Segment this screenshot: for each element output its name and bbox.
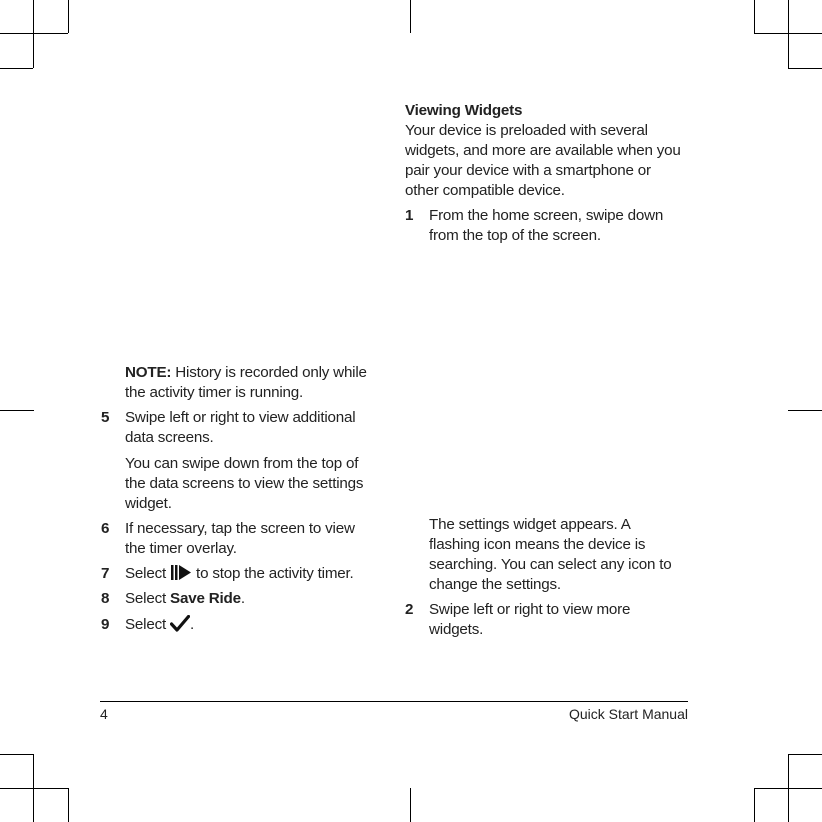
step-6 bbox=[101, 519, 375, 559]
save-ride-label: Save Ride bbox=[170, 590, 241, 607]
step-5-extra bbox=[125, 454, 375, 514]
footer-rule bbox=[100, 701, 688, 702]
checkmark-icon bbox=[170, 615, 190, 638]
section-heading-text: Viewing Widgets bbox=[405, 102, 523, 119]
step-text-before: Select bbox=[125, 590, 171, 607]
step-5 bbox=[101, 408, 375, 448]
step-number: 2 bbox=[405, 601, 414, 618]
step-number: 5 bbox=[101, 409, 110, 426]
step-number: 9 bbox=[101, 616, 110, 633]
step-number: 7 bbox=[101, 565, 110, 582]
step-9 bbox=[101, 615, 375, 638]
step-number: 1 bbox=[405, 207, 414, 224]
step-8 bbox=[101, 589, 375, 609]
manual-title: Quick Start Manual bbox=[568, 706, 688, 722]
step-2 bbox=[405, 600, 675, 640]
step-text-after: to stop the activity timer. bbox=[192, 565, 354, 582]
step-1 bbox=[405, 206, 675, 246]
step-text-after: . bbox=[190, 616, 195, 633]
step-text-after: . bbox=[240, 590, 245, 607]
step-text: From the home screen, swipe down from the top of the screen. bbox=[429, 207, 664, 244]
page-number: 4 bbox=[100, 706, 108, 722]
step-5-extra-text: You can swipe down from the top of the data screens to view the settings widget. bbox=[125, 455, 364, 512]
note-text: History is recorded only while the activity timer is running. bbox=[125, 364, 367, 401]
step-text-before: Select bbox=[125, 616, 171, 633]
intro-text: Your device is preloaded with several widgets, and more are available when you pair your device with a smartphone or other compatible device. bbox=[405, 122, 681, 199]
step-number: 6 bbox=[101, 520, 110, 537]
step-text: Swipe left or right to view more widgets. bbox=[429, 601, 631, 638]
note bbox=[125, 363, 375, 403]
section-heading bbox=[405, 101, 695, 121]
step-number: 8 bbox=[101, 590, 110, 607]
step-7 bbox=[101, 564, 375, 587]
play-pause-icon bbox=[170, 564, 192, 587]
step-text-before: Select bbox=[125, 565, 171, 582]
note-label: NOTE: bbox=[125, 364, 172, 381]
intro-paragraph bbox=[405, 121, 687, 201]
step-text: Swipe left or right to view additional data screens. bbox=[125, 409, 356, 446]
step-1-result bbox=[429, 515, 681, 595]
step-text: If necessary, tap the screen to view the timer overlay. bbox=[125, 520, 355, 557]
step-1-result-text: The settings widget appears. A flashing icon means the device is searching. You can select any icon to change the settings. bbox=[429, 516, 672, 593]
